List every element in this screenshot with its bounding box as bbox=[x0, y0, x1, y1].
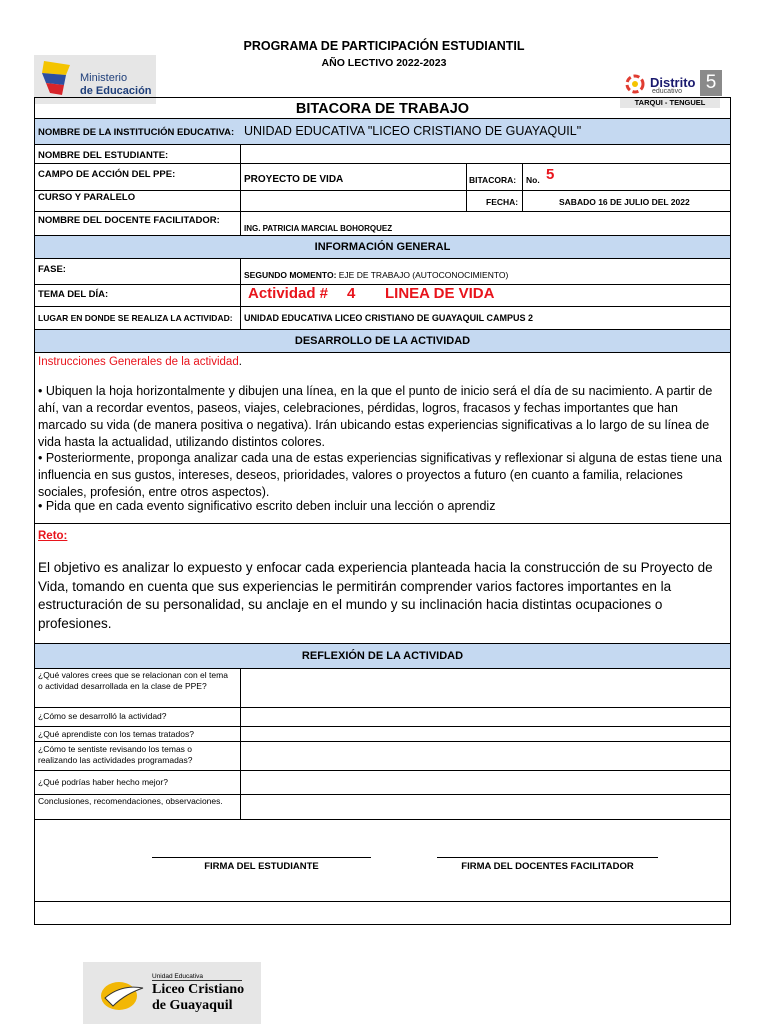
instructions-title-text: Instrucciones Generales de la actividad bbox=[38, 356, 239, 368]
institution-value: UNIDAD EDUCATIVA "LICEO CRISTIANO DE GUAYAQUIL" bbox=[244, 124, 582, 138]
date-label: FECHA: bbox=[486, 197, 519, 207]
student-signature-line bbox=[152, 857, 371, 858]
topic-activity: Actividad # bbox=[248, 285, 329, 302]
school-small: Unidad Educativa bbox=[152, 973, 203, 980]
form-title: BITACORA DE TRABAJO bbox=[295, 101, 470, 117]
phase-value bbox=[244, 270, 508, 280]
question-6: Conclusiones, recomendaciones, observaciones. bbox=[38, 796, 223, 806]
instructions-title-dot: . bbox=[238, 356, 242, 368]
answer-5-field[interactable] bbox=[243, 772, 727, 793]
ministry-line2: de Educación bbox=[80, 85, 152, 97]
date-value: SABADO 16 DE JULIO DEL 2022 bbox=[559, 197, 690, 207]
bitacora-number: 5 bbox=[546, 166, 555, 183]
question-5: ¿Qué podrías haber hecho mejor? bbox=[38, 777, 168, 787]
instruction-3: • Pida que en cada evento significativo escrito deben incluir una lección o aprendiz bbox=[38, 499, 496, 513]
district-emblem-icon bbox=[622, 73, 648, 95]
student-label: NOMBRE DEL ESTUDIANTE: bbox=[38, 150, 169, 161]
ministry-line1: Ministerio bbox=[80, 72, 128, 84]
course-label: CURSO Y PARALELO bbox=[38, 192, 136, 203]
bitacora-label: BITACORA: bbox=[469, 175, 517, 185]
reflection-header: REFLEXIÓN DE LA ACTIVIDAD bbox=[35, 643, 730, 669]
school-logo bbox=[83, 962, 261, 1024]
answer-1-field[interactable] bbox=[243, 671, 727, 705]
place-value: UNIDAD EDUCATIVA LICEO CRISTIANO DE GUAYAQUIL CAMPUS 2 bbox=[244, 313, 534, 323]
instruction-2: • Posteriormente, proponga analizar cada una de estas experiencias significativas y reflexionar si alguna de estas tiene una influencia en sus gustos, intereses, deseos, prioridades, valores o proyectos a futuro (en cuanto a familia, relaciones sociales, profesión, entre otros aspectos). bbox=[38, 451, 722, 499]
question-3: ¿Qué aprendiste con los temas tratados? bbox=[38, 729, 194, 739]
instruction-1: • Ubiquen la hoja horizontalmente y dibujen una línea, en la que el punto de inicio será el día de su nacimiento. A partir de ahí, van a recordar eventos, paseos, viajes, celebraciones, pérdidas, logros, fracasos y fechas importantes que han marcado su vida (de manera positiva o negativa). Irán ubicando estas experiencias significativas a lo largo de su línea de vida hasta la actualidad, utilizando distintos colores. bbox=[38, 384, 713, 449]
phase-value-bold: SEGUNDO MOMENTO: bbox=[244, 270, 337, 280]
student-signature-label: FIRMA DEL ESTUDIANTE bbox=[204, 861, 319, 872]
district-name: Distrito bbox=[650, 75, 696, 90]
field-label: CAMPO DE ACCIÓN DEL PPE: bbox=[38, 169, 176, 180]
school-line1: Liceo Cristiano bbox=[152, 982, 245, 997]
answer-2-field[interactable] bbox=[243, 709, 727, 725]
answer-3-field[interactable] bbox=[243, 728, 727, 740]
bitacora-no: No. bbox=[526, 175, 540, 185]
challenge-text: El objetivo es analizar lo expuesto y enfocar cada experiencia planteada hacia la construcción de su Proyecto de Vida, tomando en cuenta que sus experiencias le permitirán comprender varios factores importantes en la estructuración de su personalidad, su anclaje en el mundo y su inclinación hacia distintas ocupaciones o profesiones. bbox=[38, 560, 713, 631]
question-4: ¿Cómo te sentiste revisando los temas o realizando las actividades programadas? bbox=[38, 744, 193, 765]
school-emblem-icon bbox=[99, 976, 145, 1014]
program-title: PROGRAMA DE PARTICIPACIÓN ESTUDIANTIL bbox=[243, 39, 525, 53]
district-number: 5 bbox=[700, 70, 722, 96]
answer-6-field[interactable] bbox=[243, 796, 727, 818]
district-sub: educativo bbox=[652, 88, 682, 95]
place-label: LUGAR EN DONDE SE REALIZA LA ACTIVIDAD: bbox=[38, 313, 233, 323]
student-name-field[interactable] bbox=[243, 147, 727, 162]
phase-label: FASE: bbox=[38, 264, 66, 275]
institution-label: NOMBRE DE LA INSTITUCIÓN EDUCATIVA: bbox=[38, 127, 235, 138]
logbook-form bbox=[34, 97, 731, 925]
answer-4-field[interactable] bbox=[243, 743, 727, 769]
question-2: ¿Cómo se desarrolló la actividad? bbox=[38, 711, 167, 721]
school-line2: de Guayaquil bbox=[152, 998, 233, 1013]
topic-name: LINEA DE VIDA bbox=[385, 285, 495, 302]
topic-label: TEMA DEL DÍA: bbox=[38, 289, 109, 300]
teacher-value: ING. PATRICIA MARCIAL BOHORQUEZ bbox=[244, 224, 393, 233]
question-1: ¿Qué valores crees que se relacionan con el tema o actividad desarrollada en la clase de PPE? bbox=[38, 670, 228, 691]
institution-row bbox=[35, 118, 730, 145]
challenge-title: Reto: bbox=[38, 530, 68, 542]
district-caption: TARQUI - TENGUEL bbox=[620, 97, 720, 108]
instructions-title bbox=[38, 356, 242, 368]
development-header: DESARROLLO DE LA ACTIVIDAD bbox=[35, 329, 730, 353]
teacher-label: NOMBRE DEL DOCENTE FACILITADOR: bbox=[38, 215, 220, 226]
topic-number: 4 bbox=[347, 285, 356, 302]
field-value: PROYECTO DE VIDA bbox=[244, 174, 344, 185]
ecuador-flag-icon bbox=[40, 59, 78, 99]
school-year: AÑO LECTIVO 2022-2023 bbox=[321, 57, 447, 69]
teacher-signature-line bbox=[437, 857, 658, 858]
teacher-signature-label: FIRMA DEL DOCENTES FACILITADOR bbox=[461, 861, 634, 872]
phase-value-rest: EJE DE TRABAJO (AUTOCONOCIMIENTO) bbox=[336, 270, 509, 280]
general-info-header: INFORMACIÓN GENERAL bbox=[35, 235, 730, 259]
